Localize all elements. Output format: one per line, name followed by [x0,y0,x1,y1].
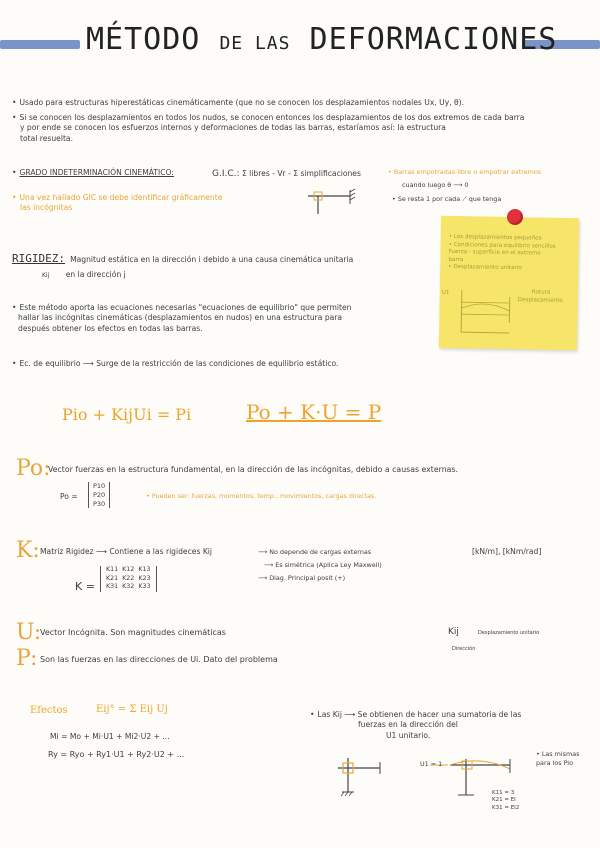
gic-note-1: • Barras empotradas-libre o empotrar extremos [388,168,542,176]
p-text: Son las fuerzas en las direcciones de Ui. Dato del problema [40,655,278,664]
u-kij-b: Dirección [452,646,476,652]
frame-sketch-left [318,750,398,805]
po-text: Vector fuerzas en la estructura fundamental, en la dirección de las incógnitas, debido a causas externas. [48,465,458,474]
sticky-label-desp: Desplazamiento [517,297,563,304]
efectos-formula: Eij° = Σ Eij Uj [96,704,168,715]
po-symbol: Po: [16,456,51,481]
sticky-label-u1: U1 [441,289,450,296]
sticky-line-4: barra [448,256,464,263]
kij-side-note: • Las mismas para los Pio [536,750,580,767]
sticky-note [439,216,579,350]
gic-formula-text: Σ libres - Vr - Σ simplificaciones [241,169,361,178]
kij-note-a-text: Las Kij ⟶ Se obtienen de hacer una sumatoria de las [317,710,522,719]
k-symbol: K: [16,538,40,563]
rigidez-label: RIGIDEZ: [12,252,65,265]
kij-note-a: • Las Kij ⟶ Se obtienen de hacer una sumatoria de las [310,710,522,719]
po-note: • Pueden ser: fuerzas, momentos, temp., movimientos, cargas directas. [146,492,377,500]
gic-note-2: cuando luego θ ⟶ 0 [402,181,469,189]
gic-abbr: G.I.C.: [212,169,240,179]
po-note-text: Pueden ser: fuerzas, momentos, temp., movimientos, cargas directas. [151,492,377,500]
kij-note-b: fuerzas en la dirección del [358,720,458,730]
gic-note-3-text: Se resta 1 por cada [397,195,461,203]
gic-detail-a-text: Una vez hallado GIC se debe identificar gráficamente [19,193,223,202]
kij-u1-label: U1 = 1 [420,760,443,768]
rigidez-text-b: en la dirección j [65,270,126,279]
kij-label-1: K11 = 3 [492,790,515,796]
sticky-line-3: Fuerza - superficie en el extremo [448,249,541,257]
gic-sketch [288,186,368,216]
gic-label: GRADO INDETERMINACIÓN CINEMÁTICO: [19,168,174,177]
po-vec-3: P30 [93,499,106,508]
gic-detail-a: • Una vez hallado GIC se debe identificar gráficamente [12,193,223,202]
gic-detail-b: las incógnitas [20,203,73,213]
u-symbol: U: [16,620,42,645]
p2-line-3: total resuelta. [20,133,74,143]
intro-paragraph [12,98,592,108]
k-matrix [100,566,157,592]
paragraph-2 [12,113,597,144]
efectos-line-1: Mi = Mo + Mi·U1 + Mi2·U2 + ... [50,732,170,741]
k-arrow-2: ⟶ Es simétrica (Aplica Ley Maxwell) [264,561,382,569]
page-title [86,22,557,57]
u-text: Vector Incógnita. Son magnitudes cinemáticas [40,628,226,637]
push-pin-icon [507,209,523,225]
gic-heading [12,168,174,178]
u-kij: Kij [448,627,459,637]
gic-detail [12,193,282,214]
equation-2: Po + K·U = P [246,400,382,424]
equation-1: Pio + KijUi = Pi [62,405,192,424]
p2-text-a: Si se conocen los desplazamientos en todos los nudos, se conocen entonces los desplazamientos de los dos extremos de cada barra [19,113,525,122]
k-row-1: K11 K12 K13 [106,566,151,573]
k-matrix-label: K = [75,580,95,593]
rigidez-text-a: Magnitud estática en la dirección i debido a una causa cinemática unitaria [70,255,354,264]
gic-note-1-text: Barras empotradas-libre o empotrar extremos [393,168,542,176]
kij-side-text: Las mismas para los Pio [536,750,580,767]
po-vector-label: Po = [60,492,78,501]
kij-note [310,710,590,741]
kij-label-2: K21 = EI [492,797,516,804]
bullet-icon: • [12,98,17,107]
p3-line-1: • Este método aporta las ecuaciones necesarias "ecuaciones de equilibrio" que permiten [12,303,352,312]
k-arrow-3: ⟶ Diag. Principal posit (+) [258,574,346,582]
po-vec-1: P10 [93,482,106,490]
title-main-right: DEFORMACIONES [309,22,558,57]
sticky-line-1: • Los desplazamientos pequeños [448,233,542,242]
paragraph-4: • Ec. de equilibrio ⟶ Surge de la restricción de las condiciones de equilibrio estático. [12,359,339,368]
kij-note-c: U1 unitario. [386,730,431,740]
sticky-label-rotura: Rotura [531,289,551,296]
p2-line-1 [12,113,597,123]
paragraph-3 [12,303,432,334]
gic-formula [212,168,361,180]
sticky-line-2: • Condiciones para equilibrio sencillos [448,241,556,250]
k-text: Matriz Rigidez ⟶ Contiene a las rigideces Kij [40,547,213,556]
rigidez-block [12,247,432,280]
p3-text-a: Este método aporta las ecuaciones necesarias "ecuaciones de equilibrio" que permiten [19,303,352,312]
gic-note-4-text: que tenga [468,195,502,203]
kij-label-3: K31 = EI2 [492,804,520,811]
rigidez-sub: Kij [42,272,50,279]
p3-line-2: hallar las incógnitas cinemáticas (desplazamientos en nudos) en una estructura para [18,313,343,323]
k-arrow-1: ⟶ No depende de cargas externas [258,548,372,556]
bullet-icon: • [12,168,17,177]
title-band-left [0,40,80,49]
p3-line-3: después obtener los efectos en todas las barras. [18,323,203,333]
sticky-line-5: • Desplazamiento unitario [448,264,522,272]
p4-text: Ec. de equilibrio ⟶ Surge de la restricción de las condiciones de equilibrio estático. [19,359,339,368]
po-vec-2: P20 [93,490,106,499]
gic-note-3: • Se resta 1 por cada ⟋ que tenga [392,195,502,203]
p2-line-2: y por ende se conocen los esfuerzos internos y deformaciones de todas las barras, estaríamos así: la estructura [20,123,446,133]
efectos-line-2: Ry = Ryo + Ry1·U1 + Ry2·U2 + ... [48,750,185,759]
k-row-3: K31 K32 K33 [106,583,151,590]
u-kij-a: Desplazamiento unitario [478,630,540,636]
p-symbol: P: [16,646,38,671]
title-middle: DE LAS [219,33,291,54]
k-units: [kN/m], [kNm/rad] [472,547,542,556]
bullet-icon: • [12,113,17,122]
sticky-sketch [449,282,570,344]
k-row-2: K21 K22 K23 [106,574,151,582]
title-main-left: MÉTODO [86,22,201,57]
po-vector [88,482,110,508]
intro-text: Usado para estructuras hiperestáticas cinemáticamente (que no se conocen los desplazamientos nodales Ux, Uy, θ). [19,98,465,107]
kij-labels [492,790,519,812]
efectos-label: Efectos [30,705,68,716]
